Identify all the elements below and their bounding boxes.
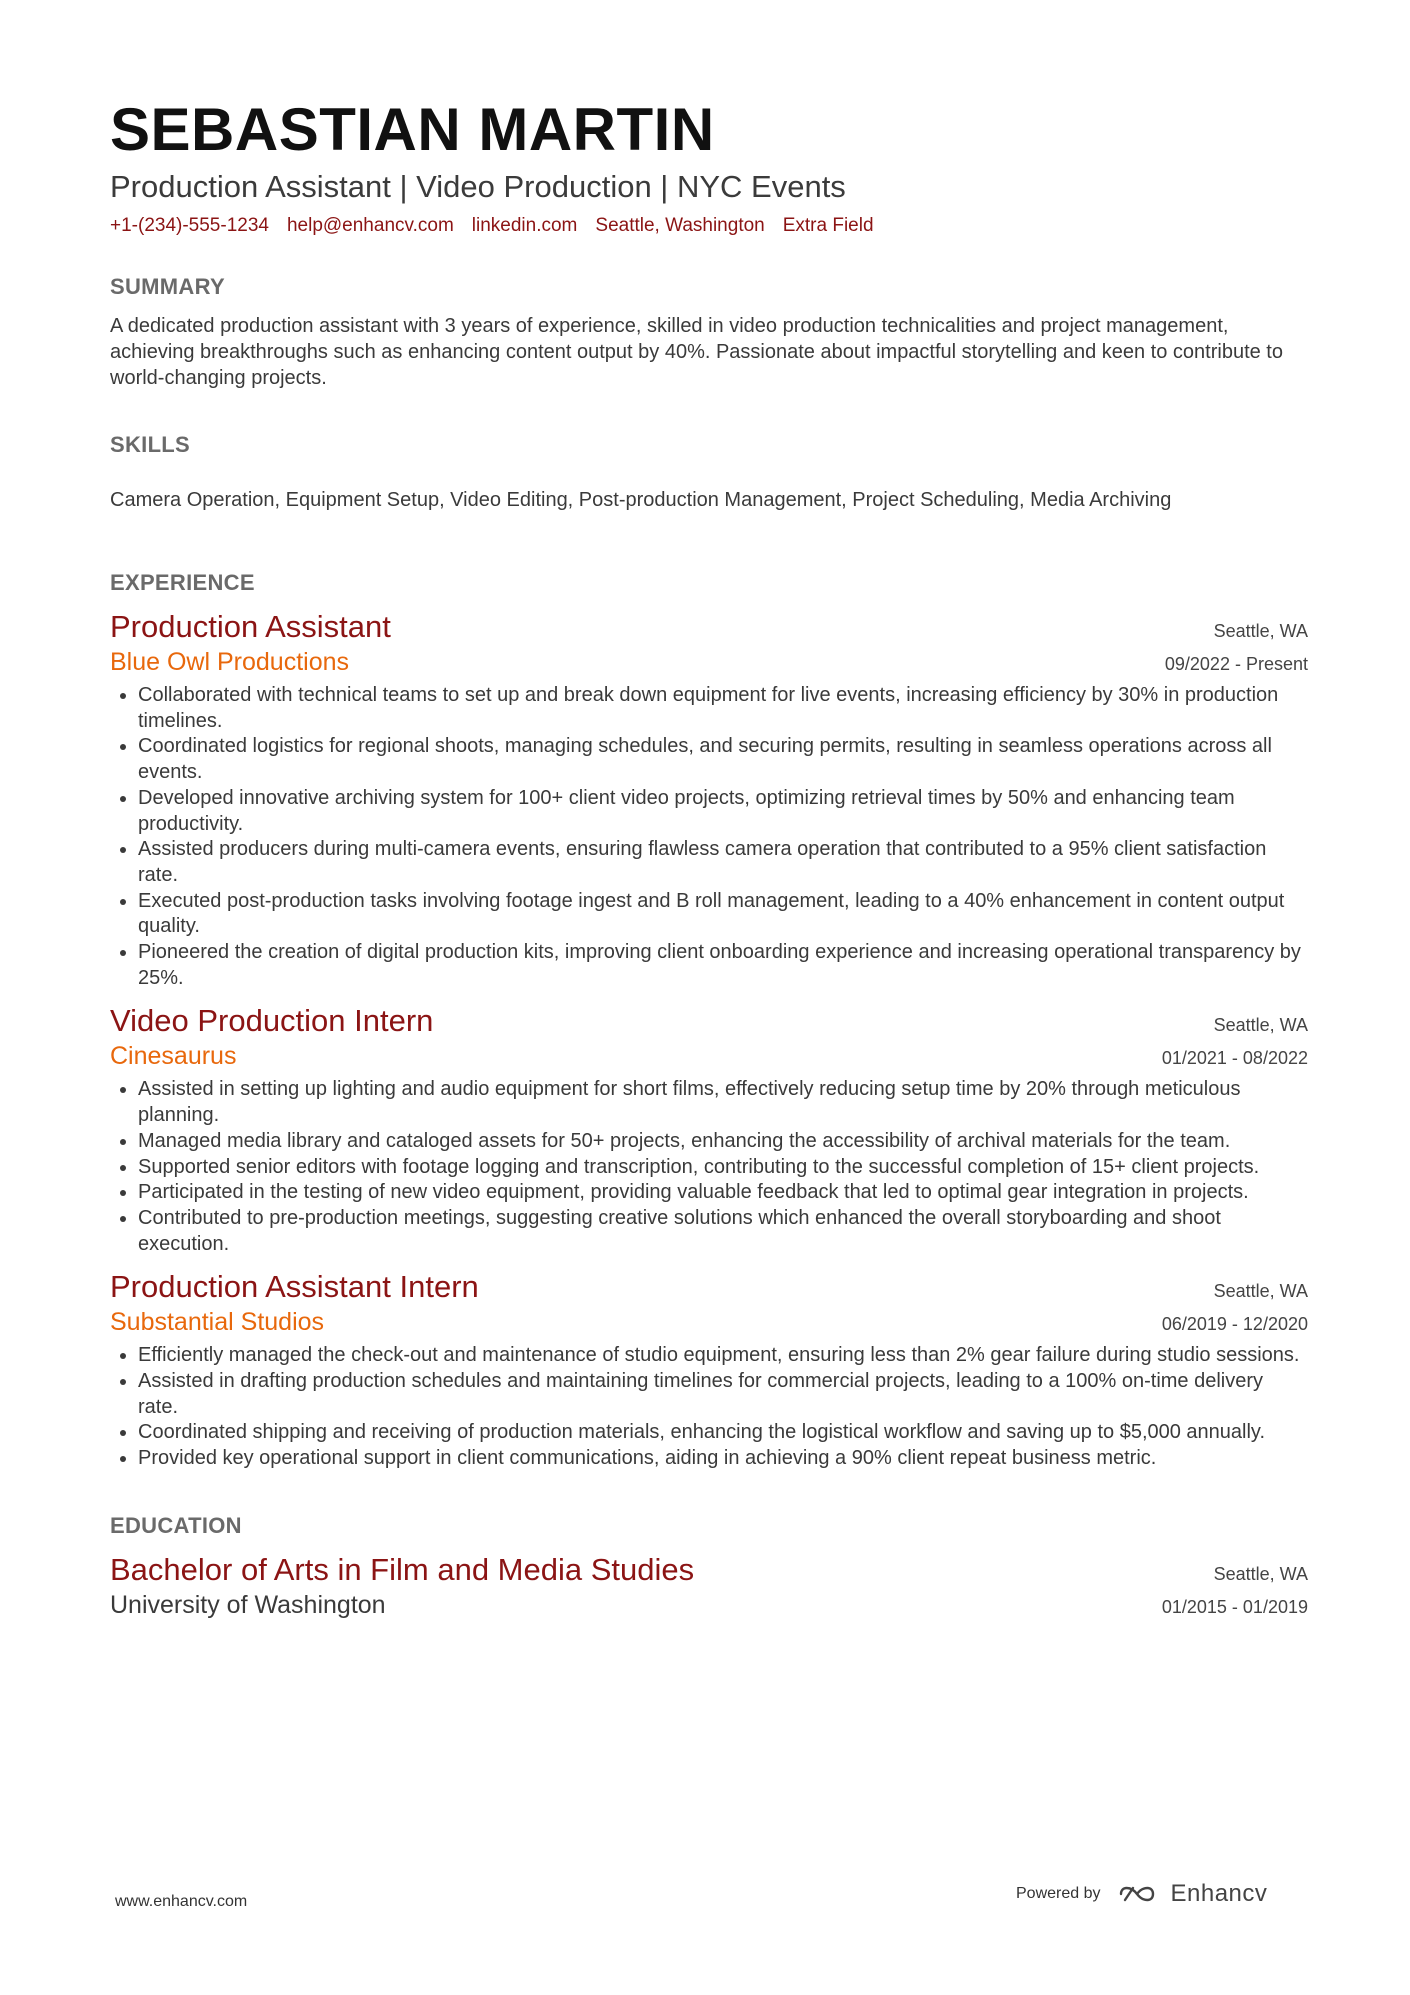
degree-title: Bachelor of Arts in Film and Media Studies: [110, 1551, 695, 1587]
contact-linkedin[interactable]: linkedin.com: [471, 215, 578, 236]
job-dates: 09/2022 - Present: [1164, 654, 1308, 674]
company-name: Cinesaurus: [110, 1042, 237, 1071]
bullet-item: • Pioneered the creation of digital production kits, improving client onboarding experience and increasing operational transparency by 25%.: [138, 940, 1308, 991]
experience-entry: [110, 607, 1308, 991]
job-title: Video Production Intern: [110, 1003, 434, 1039]
job-title: Production Assistant Intern: [110, 1269, 479, 1305]
education-section: [110, 1512, 1308, 1622]
bullet-item: • Supported senior editors with footage logging and transcription, contributing to the successful completion of 15+ client projects.: [138, 1155, 1308, 1181]
footer-website[interactable]: www.enhancv.com: [115, 1893, 248, 1910]
job-bullets: [110, 1077, 1308, 1257]
bullet-item: • Provided key operational support in client communications, aiding in achieving a 90% client repeat business metric.: [138, 1446, 1308, 1472]
bullet-item: • Assisted producers during multi-camera events, ensuring flawless camera operation that contributed to a 95% client satisfaction rate.: [138, 837, 1308, 888]
job-title: Production Assistant: [110, 609, 391, 644]
job-dates: 01/2021 - 08/2022: [1161, 1048, 1308, 1069]
bullet-item: • Coordinated logistics for regional shoots, managing schedules, and securing permits, resulting in seamless operations across all events.: [138, 734, 1308, 785]
school-name: University of Washington: [110, 1590, 386, 1619]
powered-by-label: Powered by: [1016, 1885, 1101, 1902]
bullet-item: • Developed innovative archiving system for 100+ client video projects, optimizing retrieval times by 50% and enhancing team productivity.: [138, 786, 1308, 837]
section-title-education: EDUCATION: [110, 1512, 242, 1538]
skills-section: [110, 431, 1308, 513]
contact-extra-field: Extra Field: [782, 215, 874, 236]
job-location: Seattle, WA: [1213, 1015, 1308, 1036]
job-location: Seattle, WA: [1213, 621, 1308, 641]
resume-page: [110, 95, 1308, 1622]
contact-bar: [110, 213, 1308, 239]
summary-section: [110, 273, 1308, 391]
education-entry: [110, 1550, 1308, 1622]
job-location: Seattle, WA: [1213, 1281, 1308, 1302]
contact-phone[interactable]: +1-(234)-555-1234: [110, 215, 269, 236]
company-name: Blue Owl Productions: [110, 648, 350, 676]
bullet-item: • Managed media library and cataloged assets for 50+ projects, enhancing the accessibility of archival materials for the team.: [138, 1129, 1308, 1155]
job-bullets: [110, 1343, 1308, 1472]
bullet-item: • Assisted in setting up lighting and audio equipment for short films, effectively reducing setup time by 20% through meticulous planning.: [138, 1077, 1308, 1128]
experience-section: [110, 569, 1308, 1472]
bullet-item: • Collaborated with technical teams to set up and break down equipment for live events, increasing efficiency by 30% in production timelines.: [138, 683, 1308, 734]
headline: Production Assistant | Video Production | NYC Events: [110, 169, 846, 204]
contact-location: Seattle, Washington: [595, 215, 765, 236]
enhancv-logo-icon: [1117, 1881, 1163, 1907]
skills-text: Camera Operation, Equipment Setup, Video Editing, Post-production Management, Project Scheduling, Media Archiving: [110, 489, 1172, 511]
summary-text: A dedicated production assistant with 3 years of experience, skilled in video production technicalities and project management, achieving breakthroughs such as enhancing content output by 40%. Passionate about impactful storytelling and keen to contribute to world-changing projects.: [110, 315, 1283, 389]
bullet-item: • Assisted in drafting production schedules and maintaining timelines for commercial projects, leading to a 100% on-time delivery rate.: [138, 1369, 1308, 1420]
bullet-item: • Coordinated shipping and receiving of production materials, enhancing the logistical workflow and saving up to $5,000 annually.: [138, 1420, 1308, 1446]
education-location: Seattle, WA: [1213, 1563, 1308, 1584]
brand-logo[interactable]: [1117, 1880, 1268, 1908]
experience-entry: [110, 1267, 1308, 1472]
job-dates: 06/2019 - 12/2020: [1161, 1314, 1308, 1335]
job-bullets: [110, 683, 1308, 991]
education-dates: 01/2015 - 01/2019: [1161, 1596, 1308, 1617]
section-title-skills: SKILLS: [110, 432, 191, 457]
bullet-item: • Participated in the testing of new video equipment, providing valuable feedback that led to optimal gear integration in projects.: [138, 1180, 1308, 1206]
candidate-name: SEBASTIAN MARTIN: [110, 96, 715, 163]
experience-entry: [110, 1001, 1308, 1257]
bullet-item: • Efficiently managed the check-out and maintenance of studio equipment, ensuring less than 2% gear failure during studio sessions.: [138, 1343, 1308, 1369]
contact-email[interactable]: help@enhancv.com: [286, 215, 454, 236]
brand-name: Enhancv: [1170, 1880, 1268, 1907]
bullet-item: • Contributed to pre-production meetings, suggesting creative solutions which enhanced the overall storyboarding and shoot execution.: [138, 1206, 1308, 1257]
footer-branding: [1016, 1880, 1267, 1908]
section-title-summary: SUMMARY: [110, 274, 225, 299]
section-title-experience: EXPERIENCE: [110, 570, 255, 595]
bullet-item: • Executed post-production tasks involving footage ingest and B roll management, leading to a 40% enhancement in content output quality.: [138, 889, 1308, 940]
company-name: Substantial Studios: [110, 1308, 325, 1337]
